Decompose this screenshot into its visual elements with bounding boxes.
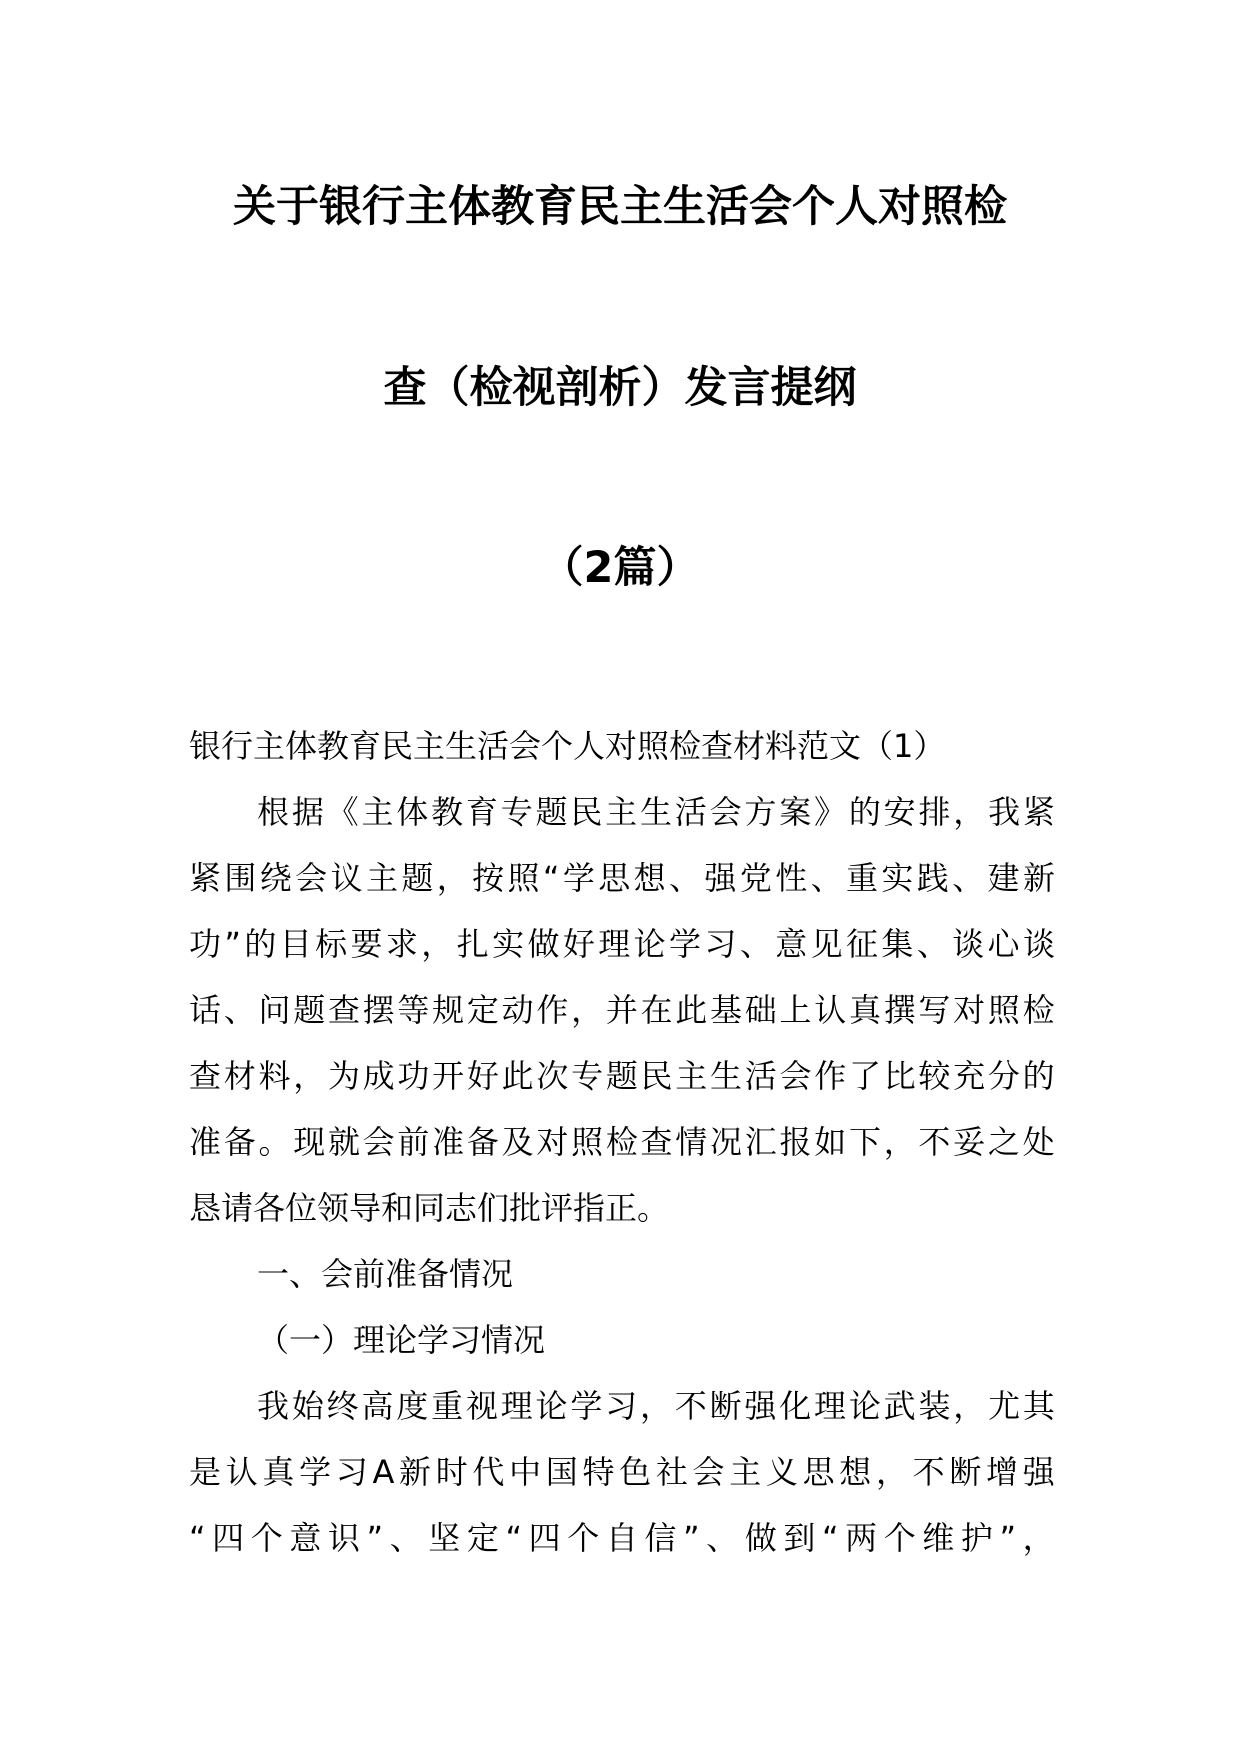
body-line: 紧 围 绕 会 议 主 题 ， 按 照 “ 学 思 想 、 强 党 性 、 重 实 践 、 建 新 — [189, 859, 1055, 897]
body-line: 是 认 真 学 习 A 新 时 代 中 国 特 色 社 会 主 义 思 想 ， 不 断 增 强 — [189, 1453, 1055, 1491]
document-body — [189, 713, 1055, 1571]
body-line: “ 四 个 意 识 ” 、 坚 定 “ 四 个 自 信 ” 、 做 到 “ 两 个 维 护 ” ， — [189, 1519, 1055, 1557]
document-title-line-1: 关于银行主体教育民主生活会个人对照检 — [233, 182, 1007, 232]
body-line: 功 ” 的 目 标 要 求 ， 扎 实 做 好 理 论 学 习 、 意 见 征 集 、 谈 心 谈 — [189, 925, 1055, 963]
document-title-line-2: 查（检视剖析）发言提纲 — [383, 363, 857, 413]
body-line: 银行主体教育民主生活会个人对照检查材料范文（1） — [189, 727, 946, 765]
body-line: 我 始 终 高 度 重 视 理 论 学 习 ， 不 断 强 化 理 论 武 装 ， 尤 其 — [257, 1387, 1055, 1425]
body-line: 一、会前准备情况 — [257, 1255, 514, 1293]
body-line: 话 、 问 题 查 摆 等 规 定 动 作 ， 并 在 此 基 础 上 认 真 撰 写 对 照 检 — [189, 991, 1055, 1029]
document-title-count: （2篇） — [540, 543, 700, 593]
body-line: （一）理论学习情况 — [257, 1321, 546, 1359]
body-line: 查 材 料 ， 为 成 功 开 好 此 次 专 题 民 主 生 活 会 作 了 比 较 充 分 的 — [189, 1057, 1055, 1095]
body-line: 根 据 《 主 体 教 育 专 题 民 主 生 活 会 方 案 》 的 安 排 ， 我 紧 — [257, 793, 1055, 831]
body-line: 恳请各位领导和同志们批评指正。 — [189, 1189, 670, 1227]
body-line: 准 备 。 现 就 会 前 准 备 及 对 照 检 查 情 况 汇 报 如 下 ， 不 妥 之 处 — [189, 1123, 1055, 1161]
